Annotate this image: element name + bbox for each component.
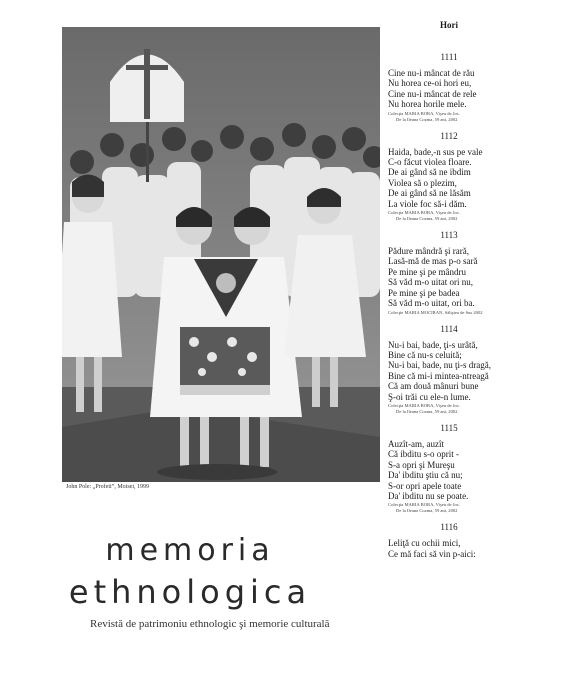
poem-number: 1114 <box>440 323 458 334</box>
poem-line: Da' ibditu nu se poate. <box>388 490 469 501</box>
poem-line: Lasă-mă de mas p-o sară <box>388 256 478 267</box>
poem-line: S-or opri apele toate <box>388 480 462 491</box>
poem-line: Nu-i bai, bade, ţi-s urâtă, <box>388 339 478 350</box>
poem-line: Nu horea ce-oi hori eu, <box>388 78 472 89</box>
cover-photo <box>62 27 380 482</box>
poem-line: De ai gând să ne ibdim <box>388 167 471 178</box>
poem-source-line: De la Ileana Cozma, 59 ani, 2002 <box>396 116 458 122</box>
poem-1113 <box>388 230 510 315</box>
magazine-title-line-1: memoria <box>105 533 275 568</box>
poem-line: Da' ibditu ştiu că nu; <box>388 470 463 481</box>
poem-line: Să văd m-o uitat ori nu, <box>388 277 473 288</box>
poem-line: Auzît-am, auzît <box>388 438 444 449</box>
poem-line: La viole foc să-i dăm. <box>388 198 467 209</box>
poem-number: 1115 <box>440 422 458 433</box>
poem-line: Pe mine şi pe badea <box>388 287 460 298</box>
poem-source-line: De la Ileana Cozma, 59 ani, 2002 <box>396 216 458 222</box>
poem-line: Cine nu-i mâncat de rău <box>388 68 475 78</box>
poem-number: 1111 <box>440 52 458 62</box>
poem-1116 <box>388 522 510 559</box>
poem-line: Ş-oi trăi cu ele-n lume. <box>388 391 471 402</box>
poem-number: 1113 <box>440 230 458 241</box>
poems-column <box>388 20 510 675</box>
poem-source-line: Colecţia MARIA BORA, Vişeu de Jos. <box>388 402 460 408</box>
poem-source-line: Colecţia MARIA BORA, Vişeu de Jos. <box>388 502 460 508</box>
poem-line: Pădure mândră şi rară, <box>388 246 469 257</box>
poem-source <box>388 502 510 514</box>
poem-line: S-a opri şi Mureşu <box>388 459 455 470</box>
poem-1115 <box>388 423 510 514</box>
poem-number: 1112 <box>440 130 458 141</box>
poem-line: Că am două mânuri bune <box>388 381 479 392</box>
poem-source-line: De la Ileana Cozma, 59 ani, 2002 <box>396 408 458 414</box>
section-title: Hori <box>440 20 458 30</box>
poem-list <box>388 52 510 559</box>
poem-source <box>388 111 510 123</box>
poem-number: 1116 <box>440 522 458 533</box>
poem-line: De ai gând să ne lăsăm <box>388 188 471 199</box>
poem-line: Leliţă cu ochii mici, <box>388 538 461 549</box>
poem-1114 <box>388 324 510 415</box>
photo-caption: John Pole: „Profeti”, Moisei, 1999 <box>66 484 149 490</box>
poem-line: Ce mă faci să vin p-aici: <box>388 548 476 559</box>
poem-line: Nu horea horile mele. <box>388 99 467 110</box>
poem-source <box>388 403 510 415</box>
poem-source <box>388 310 510 316</box>
poem-line: Că ibditu s-o oprit - <box>388 449 459 460</box>
poem-source-line: Colecţia MARIA BORA, Vişeu de Jos. <box>388 110 460 116</box>
photo-illustration <box>62 27 380 482</box>
poem-source <box>388 210 510 222</box>
poem-line: Bine că nu-s celuită; <box>388 349 462 360</box>
magazine-title-line-2: ethnologica <box>68 573 312 611</box>
poem-1111 <box>388 52 510 123</box>
poem-line: Pe mine şi pe mândru <box>388 266 466 277</box>
magazine-subtitle: Revistă de patrimoniu ethnologic şi memorie culturală <box>90 618 330 630</box>
poem-1112 <box>388 131 510 222</box>
poem-source-line: Colecţie MARIA MOCIRAN, Săliştea de Sus 2002 <box>388 309 483 315</box>
poem-source-line: Colecţia MARIA BORA, Vişeu de Jos. <box>388 210 460 216</box>
poem-line: Cine nu-i mâncat de rele <box>388 88 477 99</box>
poem-line: Nu-i bai, bade, nu ţi-s dragă, <box>388 360 491 371</box>
poem-line: Bine că mi-i mintea-ntreagă <box>388 370 489 381</box>
poem-line: C-o făcut violea floare. <box>388 157 472 168</box>
poem-line: Să văd m-o uitat, ori ba. <box>388 298 475 309</box>
poem-source-line: De la Ileana Cozma, 59 ani, 2002 <box>396 508 458 514</box>
poem-line: Haida, bade,-n sus pe vale <box>388 146 483 157</box>
poem-line: Violea să o plezim, <box>388 177 457 188</box>
